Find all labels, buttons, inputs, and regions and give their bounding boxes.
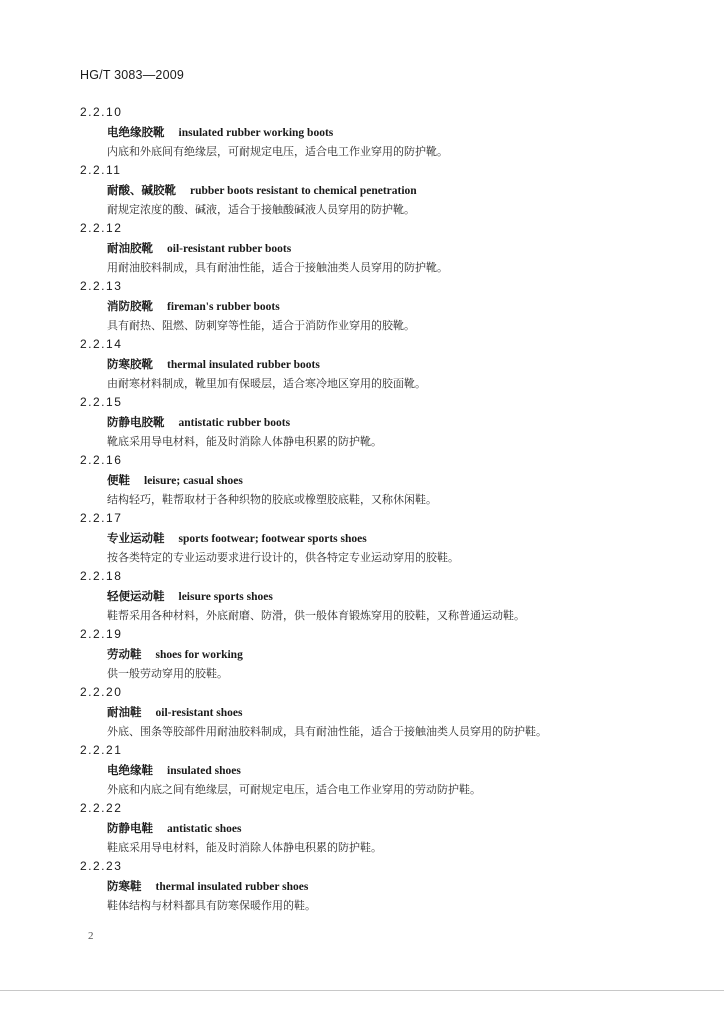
term-chinese: 劳动鞋	[107, 647, 142, 661]
term-definition: 靴底采用导电材料，能及时消除人体静电积累的防护靴。	[107, 435, 382, 448]
term-english: sports footwear; footwear sports shoes	[178, 533, 367, 545]
term-english: thermal insulated rubber shoes	[155, 881, 309, 893]
term-heading	[80, 122, 680, 142]
term-english: fireman's rubber boots	[167, 301, 280, 313]
term-english: insulated shoes	[167, 765, 241, 777]
term-heading	[80, 818, 680, 838]
term-heading	[80, 876, 680, 896]
term-chinese: 防寒胶靴	[107, 357, 153, 371]
term-english: leisure sports shoes	[178, 591, 273, 603]
term-chinese: 消防胶靴	[107, 299, 153, 313]
term-english: antistatic shoes	[167, 823, 242, 835]
term-english: oil-resistant shoes	[155, 707, 243, 719]
clause-number: 2.2.14	[80, 337, 123, 351]
clause-number: 2.2.10	[80, 105, 123, 119]
term-chinese: 电绝缘胶靴	[107, 125, 165, 139]
term-heading	[80, 238, 680, 258]
clause-number: 2.2.15	[80, 395, 123, 409]
term-definition: 内底和外底间有绝缘层，可耐规定电压，适合电工作业穿用的防护靴。	[107, 145, 448, 158]
term-definition: 具有耐热、阻燃、防刺穿等性能，适合于消防作业穿用的胶靴。	[107, 319, 415, 332]
term-definition: 结构轻巧，鞋帮取材于各种织物的胶底或橡塑胶底鞋，又称休闲鞋。	[107, 493, 437, 506]
term-chinese: 电绝缘鞋	[107, 763, 153, 777]
term-chinese: 耐油鞋	[107, 705, 142, 719]
term-definition: 鞋帮采用各种材料，外底耐磨、防滑，供一般体育锻炼穿用的胶鞋，又称普通运动鞋。	[107, 609, 525, 622]
term-heading	[80, 470, 680, 490]
term-definition: 供一般劳动穿用的胶鞋。	[107, 667, 228, 680]
clause-number: 2.2.20	[80, 685, 123, 699]
clause-number: 2.2.12	[80, 221, 123, 235]
term-chinese: 耐油胶靴	[107, 241, 153, 255]
term-list	[80, 103, 680, 915]
scan-edge-line	[0, 990, 724, 991]
term-entry	[80, 161, 680, 219]
term-entry	[80, 567, 680, 625]
term-english: thermal insulated rubber boots	[167, 359, 320, 371]
term-definition: 鞋底采用导电材料，能及时消除人体静电积累的防护鞋。	[107, 841, 382, 854]
term-definition: 由耐寒材料制成，靴里加有保暖层，适合寒冷地区穿用的胶面靴。	[107, 377, 426, 390]
term-chinese: 轻便运动鞋	[107, 589, 165, 603]
clause-number: 2.2.13	[80, 279, 123, 293]
term-chinese: 专业运动鞋	[107, 531, 165, 545]
term-entry	[80, 219, 680, 277]
term-entry	[80, 741, 680, 799]
term-heading	[80, 760, 680, 780]
term-definition: 外底、围条等胶部件用耐油胶料制成，具有耐油性能，适合于接触油类人员穿用的防护鞋。	[107, 725, 547, 738]
term-heading	[80, 412, 680, 432]
term-entry	[80, 625, 680, 683]
clause-number: 2.2.16	[80, 453, 123, 467]
term-definition: 按各类特定的专业运动要求进行设计的，供各特定专业运动穿用的胶鞋。	[107, 551, 459, 564]
term-chinese: 防寒鞋	[107, 879, 142, 893]
term-chinese: 防静电鞋	[107, 821, 153, 835]
term-entry	[80, 393, 680, 451]
term-english: oil-resistant rubber boots	[167, 243, 292, 255]
clause-number: 2.2.21	[80, 743, 123, 757]
term-definition: 耐规定浓度的酸、碱液，适合于接触酸碱液人员穿用的防护靴。	[107, 203, 415, 216]
term-entry	[80, 335, 680, 393]
term-english: insulated rubber working boots	[178, 127, 334, 139]
term-english: shoes for working	[155, 649, 243, 661]
clause-number: 2.2.22	[80, 801, 123, 815]
term-entry	[80, 799, 680, 857]
term-english: antistatic rubber boots	[178, 417, 291, 429]
term-heading	[80, 180, 680, 200]
term-entry	[80, 857, 680, 915]
clause-number: 2.2.18	[80, 569, 123, 583]
term-heading	[80, 296, 680, 316]
term-chinese: 防静电胶靴	[107, 415, 165, 429]
term-entry	[80, 277, 680, 335]
term-heading	[80, 528, 680, 548]
term-heading	[80, 702, 680, 722]
clause-number: 2.2.17	[80, 511, 123, 525]
standard-code-header: HG/T 3083—2009	[80, 68, 185, 82]
term-entry	[80, 451, 680, 509]
term-entry	[80, 683, 680, 741]
term-definition: 外底和内底之间有绝缘层，可耐规定电压，适合电工作业穿用的劳动防护鞋。	[107, 783, 481, 796]
term-heading	[80, 586, 680, 606]
term-entry	[80, 103, 680, 161]
term-definition: 用耐油胶料制成，具有耐油性能，适合于接触油类人员穿用的防护靴。	[107, 261, 448, 274]
term-definition: 鞋体结构与材料都具有防寒保暖作用的鞋。	[107, 899, 316, 912]
term-heading	[80, 644, 680, 664]
term-english: leisure; casual shoes	[144, 475, 243, 487]
term-chinese: 便鞋	[107, 473, 130, 487]
clause-number: 2.2.11	[80, 163, 122, 177]
term-chinese: 耐酸、碱胶靴	[107, 183, 176, 197]
page-number: 2	[88, 930, 94, 942]
term-english: rubber boots resistant to chemical penetration	[190, 185, 417, 197]
clause-number: 2.2.23	[80, 859, 123, 873]
term-entry	[80, 509, 680, 567]
clause-number: 2.2.19	[80, 627, 123, 641]
term-heading	[80, 354, 680, 374]
